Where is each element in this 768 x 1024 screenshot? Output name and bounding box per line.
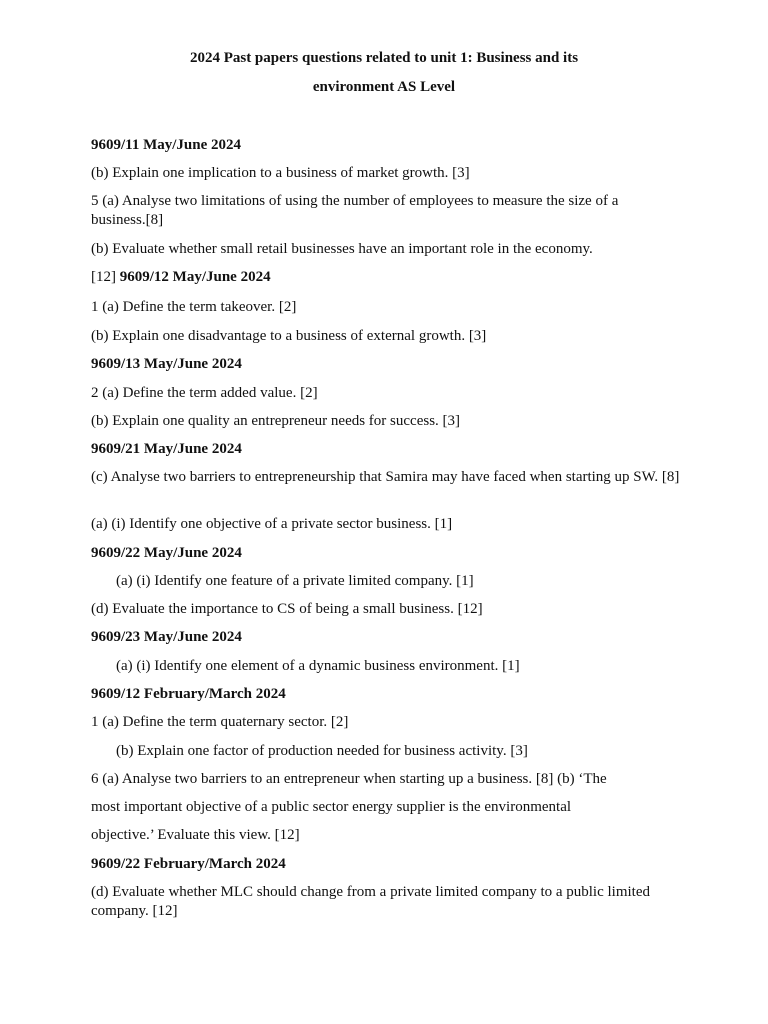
section-heading: 9609/12 May/June 2024	[119, 269, 271, 285]
question-text: (b) Explain one factor of production needed for business activity. [3]	[116, 743, 528, 759]
question-text: objective.’ Evaluate this view. [12]	[91, 827, 300, 843]
question-line-with-heading	[91, 268, 691, 287]
section-heading: 9609/12 February/March 2024	[91, 686, 286, 702]
section-heading: 9609/11 May/June 2024	[91, 137, 242, 153]
section-heading: 9609/23 May/June 2024	[91, 629, 242, 645]
question-text: (a) (i) Identify one element of a dynamic business environment. [1]	[116, 658, 520, 674]
question-text: (b) Explain one implication to a business of market growth. [3]	[91, 165, 470, 181]
question-text: (a) (i) Identify one feature of a private limited company. [1]	[116, 573, 474, 589]
question-text: 1 (a) Define the term takeover. [2]	[91, 299, 297, 315]
question-text: 6 (a) Analyse two barriers to an entrepreneur when starting up a business. [8] (b) ‘The	[91, 771, 607, 787]
section-heading: 9609/21 May/June 2024	[91, 441, 242, 457]
question-text: 2 (a) Define the term added value. [2]	[91, 385, 318, 401]
question-text: (a) (i) Identify one objective of a private sector business. [1]	[91, 516, 453, 532]
question-text: 1 (a) Define the term quaternary sector. [2]	[91, 714, 349, 730]
question-text: most important objective of a public sector energy supplier is the environmental	[91, 799, 572, 815]
question-text: (d) Evaluate whether MLC should change from a private limited company to a public limited company. [12]	[91, 884, 651, 919]
question-text: (d) Evaluate the importance to CS of being a small business. [12]	[91, 601, 483, 617]
section-heading: 9609/22 February/March 2024	[91, 856, 286, 872]
question-text: [12]	[91, 269, 120, 285]
section-heading: 9609/13 May/June 2024	[91, 356, 242, 372]
question-text: (b) Explain one disadvantage to a business of external growth. [3]	[91, 328, 487, 344]
question-text: 5 (a) Analyse two limitations of using the number of employees to measure the size of a business.[8]	[91, 193, 619, 228]
document-title-line-1: 2024 Past papers questions related to unit 1: Business and its	[189, 50, 579, 66]
question-text: (b) Explain one quality an entrepreneur needs for success. [3]	[91, 413, 461, 429]
section-heading: 9609/22 May/June 2024	[91, 545, 242, 561]
document-title-line-2: environment AS Level	[312, 79, 456, 95]
question-text: (c) Analyse two barriers to entrepreneurship that Samira may have faced when starting up SW. [8]	[91, 469, 680, 485]
question-text: (b) Evaluate whether small retail businesses have an important role in the economy.	[91, 241, 593, 257]
